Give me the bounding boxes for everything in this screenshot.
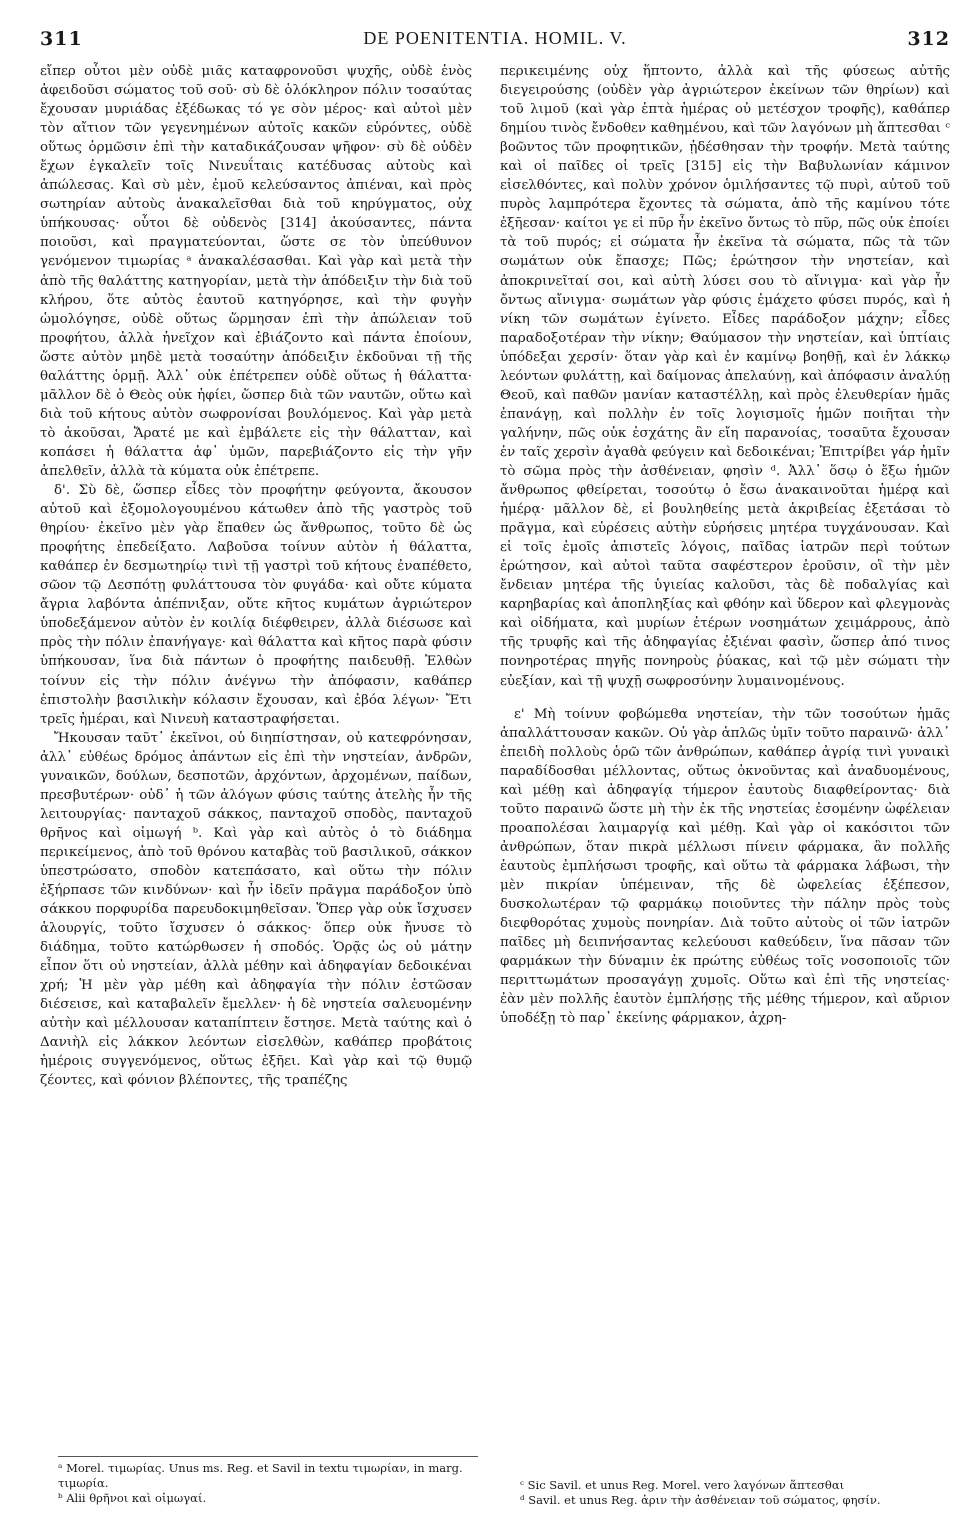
right-column — [500, 62, 950, 1028]
page-number-right: 312 — [907, 28, 950, 50]
footnote-a: ᵃ Morel. τιμωρίας. Unus ms. Reg. et Savil in textu τιμωρίαν, in marg. τιμωρία. — [58, 1461, 463, 1490]
running-title: DE POENITENTIA. HOMIL. V. — [363, 28, 627, 48]
footnote-b: ᵇ Alii θρῆνοι καὶ οἰμωγαί. — [58, 1491, 207, 1505]
footnotes-right — [520, 1478, 950, 1508]
right-paragraph-2: ε' Μὴ τοίνυν φοβώμεθα νηστείαν, τὴν τῶν τοσούτων ἡμᾶς ἀπαλλάττουσαν κακῶν. Οὐ γὰρ ἁπλῶς ὑμῖν τοῦτο παραινῶ· ἀλλ᾽ ἐπειδὴ πολλοὺς ὁρῶ τῶν ἀνθρώπων, καθάπερ ἀγρίᾳ τινὶ γυναικὶ παραδίδοσθαι μέλλοντας, οὕτως ὀκνοῦντας καὶ ἀναδυομένους, καὶ μέθῃ καὶ ἀδηφαγίᾳ τήμερον ἑαυτοὺς διαφθείροντας· διὰ τοῦτο παραινῶ ὥστε μὴ τὴν ἐκ τῆς νηστείας ἐσομένην ὠφέλειαν προαπολέσαι λαιμαργίᾳ καὶ μέθῃ. Καὶ γὰρ οἱ κακόσιτοι τῶν ἀνθρώπων, ὅταν πικρὰ μέλλωσι πίνειν φάρμακα, ἂν πολλῆς ἑαυτοὺς ἐμπλήσωσι τροφῆς, καὶ οὕτω τὰ φάρμακα λάβωσι, τὴν μὲν πικρίαν ὑπέμειναν, τῆς δὲ ὠφελείας ἐξέπεσον, δυσκολωτέραν τῷ φαρμάκῳ ποιοῦντες τὴν πάλην πρὸς τοὺς διεφθορότας χυμοὺς πονηρίαν. Διὰ τοῦτο αὐτοὺς οἱ τῶν ἰατρῶν παῖδες μὴ δειπνήσαντας κελεύουσι καθεύδειν, ἵνα πᾶσαν τῶν φαρμάκων τὴν δύναμιν ἐκ πρώτης εὐθέως τοῖς νοσοποιοῖς τῶν περιττωμάτων προσαγάγῃ χυμοῖς. Οὕτω καὶ ἐπὶ τῆς νηστείας· ἐὰν μὲν πολλῆς ἑαυτὸν ἐμπλήσῃς τῆς μέθης τήμερον, καὶ αὔριον ὑποδέξῃ τὸ παρ᾽ ἐκείνης φάρμακον, ἀχρη- — [500, 706, 950, 1027]
page-number-left: 311 — [40, 28, 83, 50]
footnotes-left — [58, 1456, 478, 1506]
left-paragraph-2: δ'. Σὺ δὲ, ὥσπερ εἶδες τὸν προφήτην φεύγοντα, ἄκουσον αὐτοῦ καὶ ἐξομολογουμένου κάτωθεν ἀπὸ τῆς γαστρὸς τοῦ θηρίου· ἐκεῖνο μὲν γὰρ ἔπαθεν ὡς ἄνθρωπος, τοῦτο δὲ ὡς προφήτης ἐπεδείξατο. Λαβοῦσα τοίνυν αὐτὸν ἡ θάλαττα, καθάπερ ἐν δεσμωτηρίῳ τινὶ τῇ γαστρὶ τοῦ κήτους ἐναπέθετο, σῶον τῷ Δεσπότῃ φυλάττουσα τὸν φυγάδα· καὶ οὔτε κύματα ἄγρια λαβόντα ἀπέπνιξαν, οὔτε κῆτος κυμάτων ἀγριώτερον ὑποδεξάμενον αὐτὸν ἐν κοιλίᾳ διέφθειρεν, ἀλλὰ διέσωσε καὶ πρὸς τὴν πόλιν ἐπανήγαγε· καὶ θάλαττα καὶ κῆτος παρὰ φύσιν ὑπήκουσαν, ἵνα διὰ πάντων ὁ προφήτης παιδευθῇ. Ἐλθὼν τοίνυν εἰς τὴν πόλιν ἀνέγνω τὴν ἀπόφασιν, καθάπερ ἐπιστολὴν βασιλικὴν κόλασιν ἔχουσαν, καὶ ἐβόα λέγων· Ἔτι τρεῖς ἡμέραι, καὶ Νινευὴ καταστραφήσεται. — [40, 483, 472, 727]
footnote-d: ᵈ Savil. et unus Reg. ἀριν τὴν ἀσθένειαν τοῦ σώματος, φησίν. — [520, 1493, 881, 1507]
left-paragraph-1: εἴπερ οὗτοι μὲν οὐδὲ μιᾶς καταφρονοῦσι ψυχῆς, οὐδὲ ἑνὸς ἀφειδοῦσι σώματος τοῦ σοῦ· σὺ δὲ ὁλόκληρον πόλιν τοσαύτας ἔχουσαν μυριάδας ἐξέδωκας τό γε σὸν μέρος· καὶ αὐτοὶ μὲν τὸν αἴτιον τῶν γεγενημένων αὐτοῖς κακῶν εὑρόντες, οὐδὲ οὕτως ὁρμῶσιν ἐπὶ τὴν καταδικάζουσαν ψῆφον· σὺ δὲ οὐδὲν ἔχων ἐγκαλεῖν τοῖς Νινευΐταις κατέδυσας αὐτοὺς καὶ ἀπώλεσας. Καὶ σὺ μὲν, ἐμοῦ κελεύσαντος ἀπιέναι, καὶ πρὸς σωτηρίαν αὐτοὺς ἀνακαλεῖσθαι διὰ τοῦ κηρύγματος, οὐχ ὑπήκουσας· οὗτοι δὲ οὐδενὸς [314] ἀκούσαντες, πάντα ποιοῦσι, καὶ πραγματεύονται, ὥστε σε τὸν ὑπεύθυνον γενόμενον τιμωρίας ᵃ ἀνακαλέσασθαι. Καὶ γὰρ καὶ μετὰ τὴν ἀπὸ τῆς θαλάττης κατηγορίαν, μετὰ τὴν ἀπόδειξιν τὴν διὰ τοῦ κλήρου, ὅτε αὐτὸς ἑαυτοῦ κατηγόρησε, καὶ τὴν φυγὴν ὡμολόγησε, οὐδὲ οὕτως ὥρμησαν ἐπὶ τὴν ἀπώλειαν τοῦ προφήτου, ἀλλὰ ἠνεῖχον καὶ ἐβιάζοντο καὶ πάντα ἐποίουν, ὥστε αὐτὸν μηδὲ μετὰ τοσαύτην ἀπόδειξιν ἐκδοῦναι τῇ τῆς θαλάττης ὁρμῇ. Ἀλλ᾽ οὐκ ἐπέτρεπεν οὐδὲ οὕτως ἡ θάλαττα· μᾶλλον δὲ ὁ Θεὸς οὐκ ἠφίει, ὥσπερ διὰ τῶν ναυτῶν, οὕτω καὶ διὰ τοῦ κήτους αὐτὸν σωφρονίσαι βουλόμενος. Καὶ γὰρ μετὰ τὸ ἀκοῦσαι, Ἄρατέ με καὶ ἐμβάλετε εἰς τὴν θάλατταν, καὶ κοπάσει ἡ θάλαττα ἀφ᾽ ὑμῶν, παρεβιάζοντο εἰς τὴν γῆν ἀπελθεῖν, ἀλλὰ τὰ κύματα οὐκ ἐπέτρεπε. — [40, 64, 472, 479]
left-column — [40, 62, 472, 1091]
right-paragraph-1: περικειμένης οὐχ ἥπτοντο, ἀλλὰ καὶ τῆς φύσεως αὐτῆς διεγειρούσης (οὐδὲν γὰρ ἀγριώτερον ἐκείνων τῶν θηρίων) καὶ τοῦ λιμοῦ (καὶ γὰρ ἑπτὰ ἡμέρας οὐ μετέσχον τροφῆς), καθάπερ δημίου τινὸς ἔνδοθεν καθημένου, καὶ τῶν λαγόνων μὴ ἅπτεσθαι ᶜ βοῶντος τῶν προφητικῶν, ᾐδέσθησαν τὴν τροφήν. Μετὰ ταύτης καὶ οἱ παῖδες οἱ τρεῖς [315] εἰς τὴν Βαβυλωνίαν κάμινον εἰσελθόντες, καὶ πολὺν χρόνον ὁμιλήσαντες τῷ πυρὶ, αὐτοῦ τοῦ πυρὸς λαμπρότερα ἔχοντες τὰ σώματα, ἀπὸ τῆς καμίνου τότε ἐξῆεσαν· καίτοι γε εἰ πῦρ ἦν ἐκεῖνο ὄντως τὸ πῦρ, πῶς οὐκ ἐποίει τὰ τοῦ πυρός; εἰ σώματα ἦν ἐκεῖνα τὰ σώματα, πῶς τὰ τῶν σωμάτων οὐκ ἔπασχε; Πῶς; ἐρώτησον τὴν νηστείαν, καὶ ἀποκρινεῖταί σοι, καὶ αὐτὴ λύσει σου τὸ αἴνιγμα· καὶ γὰρ ἦν ὄντως αἴνιγμα· σωμάτων γὰρ φύσις ἐμάχετο φύσει πυρός, καὶ ἡ νίκη τῶν σωμάτων ἐγίνετο. Εἶδες παράδοξον μάχην; εἶδες παραδοξοτέραν τὴν νίκην; Θαύμασον τὴν νηστείαν, καὶ ὑπτίαις ὑπόδεξαι χερσίν· ὅταν γὰρ καὶ ἐν καμίνῳ βοηθῇ, καὶ ἐν λάκκῳ λεόντων φυλάττῃ, καὶ δαίμονας ἀπελαύνῃ, καὶ ἀπόφασιν ἀναλύῃ Θεοῦ, καὶ παθῶν μανίαν καταστέλλῃ, καὶ πρὸς ἐλευθερίαν ἡμᾶς ἐπανάγῃ, καὶ πολλὴν ἐν τοῖς λογισμοῖς ἡμῶν ποιῆται τὴν γαλήνην, πῶς οὐκ ἐσχάτης ἂν εἴη παρανοίας, τοσαῦτα ἔχουσαν ἐν ταῖς χερσὶν ἀγαθὰ φεύγειν καὶ δεδοικέναι; Ἐπιτρίβει γάρ ἡμῖν τὸ σῶμα πρὸς τὴν ἀσθένειαν, φησὶν ᵈ. Ἀλλ᾽ ὅσῳ ὁ ἔξω ἡμῶν ἄνθρωπος φθείρεται, τοσούτῳ ὁ ἔσω ἀνακαινοῦται ἡμέρᾳ καὶ ἡμέρᾳ· μᾶλλον δὲ, εἰ βουληθείης μετὰ ἀκριβείας ἐξετάσαι τὸ πρᾶγμα, καὶ εὑρέσεις αὐτὴν εὑρήσεις μητέρα τυγχάνουσαν. Καὶ εἰ τοῖς ἐμοῖς ἀπιστεῖς λόγοις, παῖδας ἰατρῶν περὶ τούτων ἐρώτησον, καὶ αὐτοὶ ταῦτα σαφέστερον ἐροῦσιν, οἳ τὴν μὲν ἔνδειαν μητέρα τῆς ὑγιείας καλοῦσι, τὰς δὲ ποδαλγίας καὶ καρηβαρίας καὶ ἀποπληξίας καὶ φθόην καὶ ὕδερον καὶ φλεγμονὰς καὶ οἰδήματα, καὶ μυρίων ἑτέρων νοσημάτων χειμάρρους, ἀπὸ τῆς τρυφῆς καὶ τῆς ἀδηφαγίας ἐξιέναι φασὶν, ὥσπερ ἀπό τινος πονηροτέρας πηγῆς πονηροὺς ῥύακας, καὶ τῷ μὲν σώματι τὴν εὐεξίαν, καὶ τῇ ψυχῇ σωφροσύνην λυμαινομένους. — [500, 64, 950, 689]
left-paragraph-3: Ἤκουσαν ταῦτ᾽ ἐκεῖνοι, οὐ διηπίστησαν, οὐ κατεφρόνησαν, ἀλλ᾽ εὐθέως δρόμος ἁπάντων εἰς ἐπὶ τὴν νηστείαν, ἀνδρῶν, γυναικῶν, δούλων, δεσποτῶν, ἀρχόντων, ἀρχομένων, παίδων, πρεσβυτέρων· οὐδ᾽ ἡ τῶν ἀλόγων φύσις ταύτης ἀτελὴς ἦν τῆς λειτουργίας· πανταχοῦ σάκκος, πανταχοῦ σποδὸς, πανταχοῦ θρῆνος καὶ οἰμωγή ᵇ. Καὶ γὰρ καὶ αὐτὸς ὁ τὸ διάδημα περικείμενος, ἀπὸ τοῦ θρόνου καταβὰς τοῦ βασιλικοῦ, σάκκον ὑπεστρώσατο, σποδὸν κατεπάσατο, καὶ οὕτω τὴν πόλιν ἐξήρπασε τῶν κινδύνων· καὶ ἦν ἰδεῖν πρᾶγμα παράδοξον ὑπὸ σάκκου πορφυρίδα παρευδοκιμηθεῖσαν. Ὅπερ γὰρ οὐκ ἴσχυσεν ἁλουργίς, τοῦτο ἴσχυσεν ὁ σάκκος· ὅπερ οὐκ ἤνυσε τὸ διάδημα, τοῦτο κατώρθωσεν ἡ σποδός. Ὁρᾷς ὡς οὐ μάτην εἶπον ὅτι οὐ νηστείαν, ἀλλὰ μέθην καὶ ἀδηφαγίαν δεδοικέναι χρή; Ἡ μὲν γὰρ μέθη καὶ ἀδηφαγία τὴν πόλιν ἑστῶσαν διέσεισε, καὶ καταβαλεῖν ἔμελλεν· ἡ δὲ νηστεία σαλευομένην αὐτὴν καὶ μέλλουσαν καταπίπτειν ἔστησε. Μετὰ ταύτης καὶ ὁ Δανιὴλ εἰς λάκκον λεόντων εἰσελθὼν, καθάπερ προβάτοις ἡμέροις συγγενόμενος, οὕτως ἐξῆει. Καὶ γὰρ καὶ τῷ θυμῷ ζέοντες, καὶ φόνιον βλέποντες, τῆς τραπέζης — [40, 730, 472, 1089]
page-header — [40, 28, 950, 56]
footnote-c: ᶜ Sic Savil. et unus Reg. Morel. vero λαγόνων ἅπτεσθαι — [520, 1478, 845, 1492]
